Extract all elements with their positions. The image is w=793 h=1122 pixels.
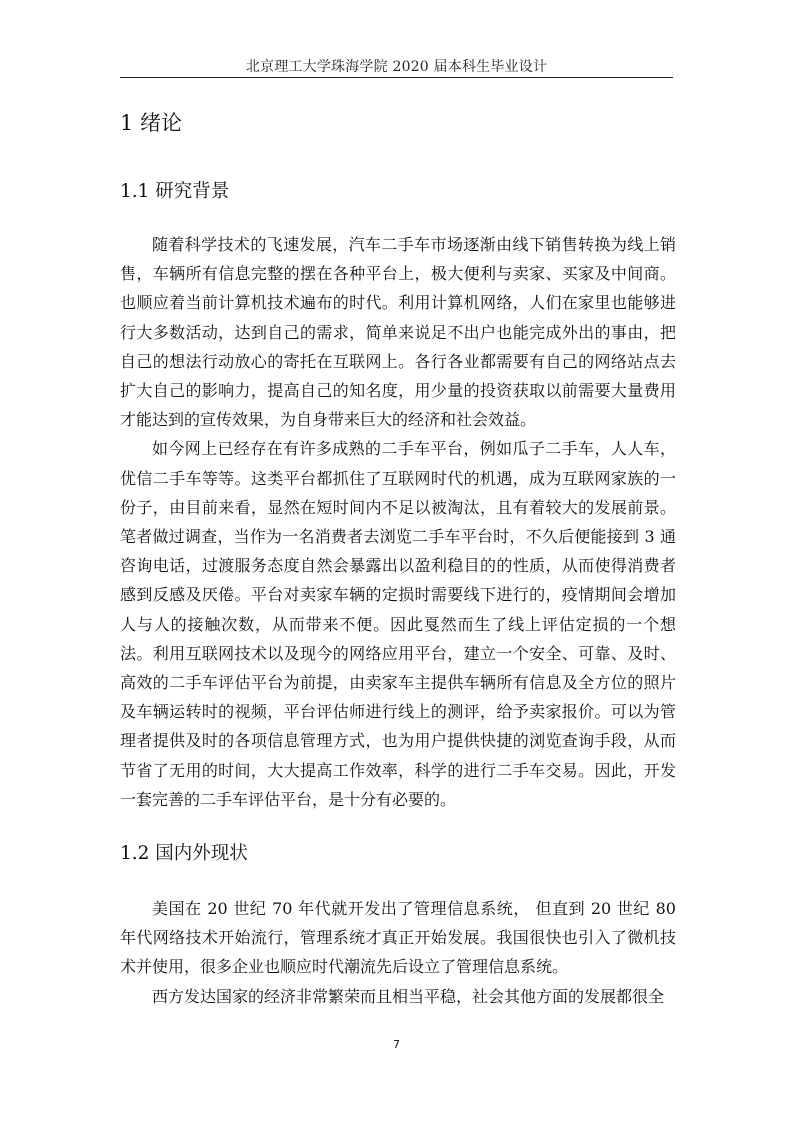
chapter-title: 1 绪论 xyxy=(120,111,183,135)
page-number: 7 xyxy=(393,1038,400,1051)
paragraph: 如今网上已经存在有许多成熟的二手车平台，例如瓜子二手车，人人车，优信二手车等等。这类平台都抓住了互联网时代的机遇，成为互联网家族的一份子，由目前来看，显然在短时间内不足以被淘汰，且有着较大的发展前景。笔者做过调查，当作为一名消费者去浏览二手车平台时，不久后便能接到 3 通咨询电话，过渡服务态度自然会暴露出以盈利稳目的的性质，从而使得消费者感到反感及厌倦。平台对卖家车辆的定损时需要线下进行的，疫情期间会增加人与人的接触次数，从而带来不便。因此戛然而生了线上评估定损的一个想法。利用互联网技术以及现今的网络应用平台，建立一个安全、可靠、及时、高效的二手车评估平台为前提，由卖家车主提供车辆所有信息及全方位的照片及车辆运转时的视频，平台评估师进行线上的测评，给予卖家报价。可以为管理者提供及时的各项信息管理方式，也为用户提供快捷的浏览查询手段，从而节省了无用的时间，大大提高工作效率，科学的进行二手车交易。因此，开发一套完善的二手车评估平台，是十分有必要的。 xyxy=(120,439,676,809)
header-rule xyxy=(120,77,673,78)
paragraph: 西方发达国家的经济非常繁荣而且相当平稳，社会其他方面的发展都很全 xyxy=(152,986,665,1006)
section-1-1-body xyxy=(120,230,676,814)
paragraph: 随着科学技术的飞速发展，汽车二手车市场逐渐由线下销售转换为线上销售，车辆所有信息完整的摆在各种平台上，极大便利与卖家、买家及中间商。也顺应着当前计算机技术遍布的时代。利用计算机网络，人们在家里也能够进行大多数活动，达到自己的需求，简单来说足不出户也能完成外出的事由，把自己的想法行动放心的寄托在互联网上。各行各业都需要有自己的网络站点去扩大自己的影响力，提高自己的知名度，用少量的投资获取以前需要大量费用才能达到的宣传效果，为自身带来巨大的经济和社会效益。 xyxy=(120,235,676,430)
section-1-2-body xyxy=(120,894,676,1011)
paragraph: 美国在 20 世纪 70 年代就开发出了管理信息系统， 但直到 20 世纪 80 年代网络技术开始流行，管理系统才真正开始发展。我国很快也引入了微机技术并使用，很多企业也顺应时代潮流先后设立了管理信息系统。 xyxy=(120,899,676,977)
section-title-1-1: 1.1 研究背景 xyxy=(120,181,230,202)
section-title-1-2: 1.2 国内外现状 xyxy=(120,843,248,864)
running-header: 北京理工大学珠海学院 2020 届本科生毕业设计 xyxy=(245,59,548,75)
